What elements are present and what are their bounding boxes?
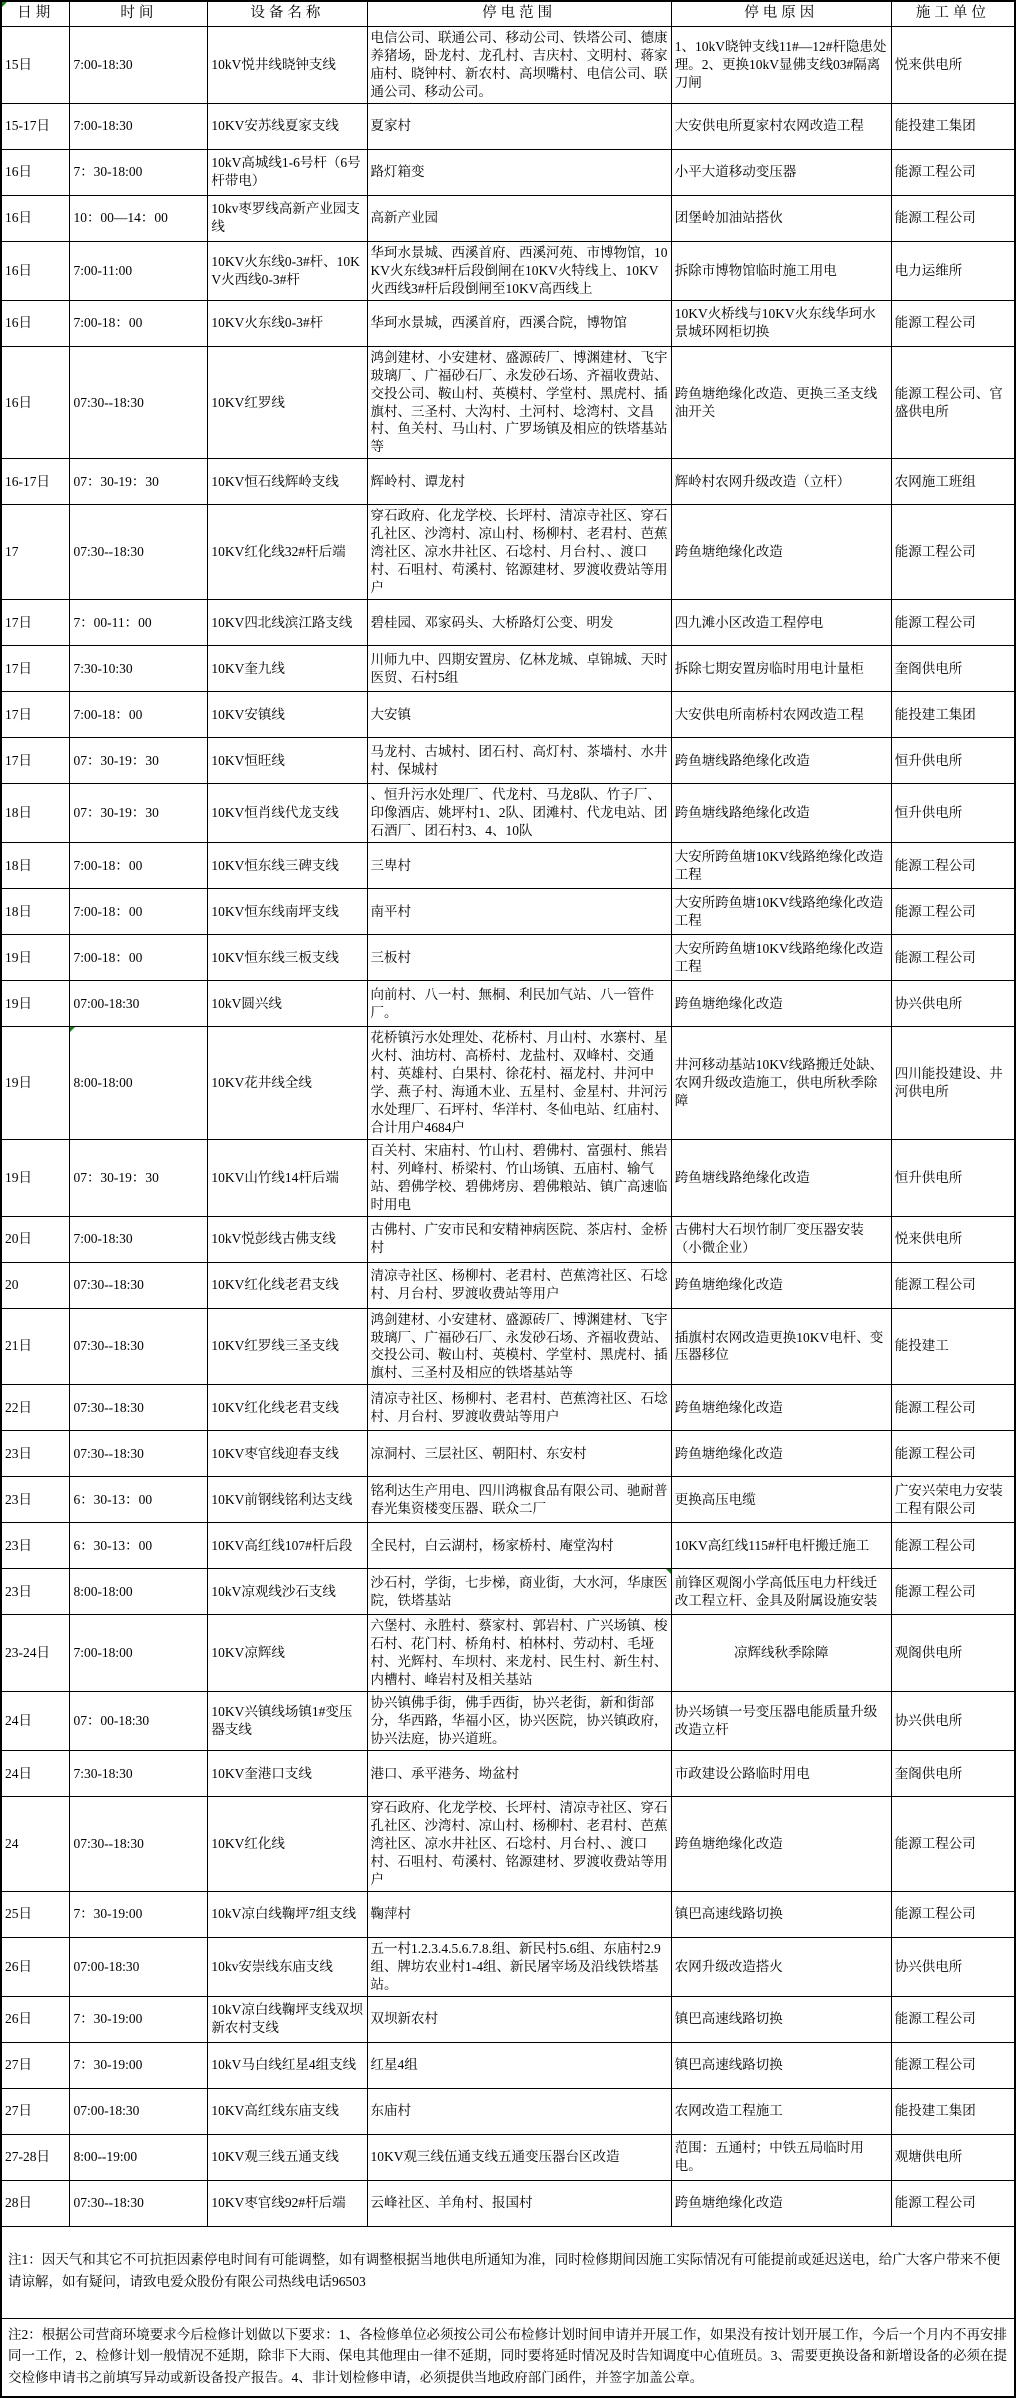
cell-device: 10KV奎九线: [208, 646, 367, 692]
cell-device: 10KV红罗线: [208, 346, 367, 459]
cell-date: 16日: [1, 241, 70, 300]
cell-range: 、恒升污水处理厂、代龙村、马龙8队、竹子厂、印像酒店、姚坪村1、2队、团滩村、代龙电站、团石酒厂、团石村3、4、10队: [367, 784, 671, 843]
table-row: [1, 2088, 1015, 2134]
table-row: [1, 843, 1015, 889]
cell-device: 10KV奎港口支线: [208, 1751, 367, 1797]
cell-range: 向前村、八一村、無桐、利民加气站、八一管件厂。: [367, 981, 671, 1027]
cell-range: 夏家村: [367, 103, 671, 149]
cell-unit: 悦来供电所: [891, 27, 1015, 104]
cell-unit: 广安兴荣电力安装工程有限公司: [891, 1477, 1015, 1523]
cell-reason: 前锋区观阁小学高低压电力杆线迁改工程立杆、金具及附属设施安装: [671, 1569, 891, 1615]
table-row: [1, 1431, 1015, 1477]
cell-time: 07：30-19：30: [70, 784, 208, 843]
cell-unit: 能源工程公司: [891, 1569, 1015, 1615]
table-row: [1, 103, 1015, 149]
table-row: [1, 600, 1015, 646]
table-row: [1, 1937, 1015, 1996]
cell-device: 10KV安镇线: [208, 692, 367, 738]
cell-time: 07:00-18:30: [70, 2088, 208, 2134]
column-header-device: 设备名称: [208, 1, 367, 27]
cell-date: 17日: [1, 600, 70, 646]
cell-device: 10KV四北线滨江路支线: [208, 600, 367, 646]
column-header-date: 日期: [1, 1, 70, 27]
cell-unit: 能源工程公司: [891, 505, 1015, 600]
cell-device: 10KV红化线老君支线: [208, 1262, 367, 1308]
comment-marker-icon: [70, 1027, 75, 1032]
cell-time: 07:30--18:30: [70, 1385, 208, 1431]
cell-reason: 跨鱼塘绝缘化改造: [671, 1385, 891, 1431]
cell-range: 穿石政府、化龙学校、长坪村、清凉寺社区、穿石孔社区、沙湾村、凉山村、杨柳村、老君村、芭蕉湾社区、凉水井社区、石埝村、月台村、、渡口村、石咀村、苟溪村、铭源建材、罗渡收费站等用户: [367, 505, 671, 600]
table-row: [1, 1523, 1015, 1569]
cell-device: 10KV高红线东庙支线: [208, 2088, 367, 2134]
table-row: [1, 1308, 1015, 1385]
table-row: [1, 646, 1015, 692]
cell-range: 古佛村、广安市民和安精神病医院、茶店村、金桥村: [367, 1216, 671, 1262]
cell-range: 高新产业园: [367, 195, 671, 241]
cell-reason: 跨鱼塘绝缘化改造: [671, 1262, 891, 1308]
cell-date: 27-28日: [1, 2134, 70, 2180]
table-row: [1, 1569, 1015, 1615]
cell-date: 15-17日: [1, 103, 70, 149]
cell-range: 鸿剑建材、小安建材、盛源砖厂、博渊建材、飞宇玻璃厂、广福砂石厂、永发砂石场、齐福收费站、交投公司、鞍山村、英模村、学堂村、黑虎村、插旗村、三圣村及相应的铁塔基站等: [367, 1308, 671, 1385]
cell-device: 10KV恒东线南坪支线: [208, 889, 367, 935]
cell-range: 南平村: [367, 889, 671, 935]
cell-reason: 跨鱼塘绝缘化改造: [671, 505, 891, 600]
comment-marker-icon: [666, 1569, 671, 1574]
cell-time: 7:00-18:30: [70, 103, 208, 149]
cell-reason: 更换高压电缆: [671, 1477, 891, 1523]
cell-unit: 能源工程公司: [891, 935, 1015, 981]
cell-device: 10KV高红线107#杆后段: [208, 1523, 367, 1569]
cell-date: 23日: [1, 1477, 70, 1523]
cell-date: 20: [1, 1262, 70, 1308]
cell-range: 五一村1.2.3.4.5.6.7.8.组、新民村5.6组、东庙村2.9组、牌坊农业村1-4组、新民屠宰场及沿线铁塔基站。: [367, 1937, 671, 1996]
column-header-time: 时间: [70, 1, 208, 27]
cell-date: 18日: [1, 889, 70, 935]
cell-unit: 奎阁供电所: [891, 646, 1015, 692]
cell-reason: 农网升级改造搭火: [671, 1937, 891, 1996]
cell-reason: 镇巴高速线路切换: [671, 2042, 891, 2088]
cell-range: 三板村: [367, 935, 671, 981]
cell-range: 三卑村: [367, 843, 671, 889]
cell-reason: 井河移动基站10KV线路搬迁处缺、农网升级改造施工，供电所秋季除障: [671, 1027, 891, 1140]
cell-time: 7：30-19:00: [70, 1891, 208, 1937]
cell-device: 10KV恒东线三板支线: [208, 935, 367, 981]
cell-unit: 奎阁供电所: [891, 1751, 1015, 1797]
cell-range: 全民村，白云湖村，杨家桥村、庵堂沟村: [367, 1523, 671, 1569]
cell-reason: 跨鱼塘线路绝缘化改造: [671, 784, 891, 843]
cell-range: 穿石政府、化龙学校、长坪村、清凉寺社区、穿石孔社区、沙湾村、凉山村、杨柳村、老君村、芭蕉湾社区、凉水井社区、石埝村、月台村、、渡口村、石咀村、苟溪村、铭源建材、罗渡收费站等用户: [367, 1797, 671, 1892]
cell-time: 8:00-18:00: [70, 1569, 208, 1615]
cell-range: 协兴镇佛手街，佛手西街，协兴老街，新和街部分，华西路，华福小区，协兴医院，协兴镇政府，协兴法庭，协兴道班。: [367, 1692, 671, 1751]
cell-time: 07:30--18:30: [70, 1797, 208, 1892]
cell-reason: 范围：五通村；中铁五局临时用电。: [671, 2134, 891, 2180]
cell-unit: 能源工程公司: [891, 1891, 1015, 1937]
cell-unit: 能源工程公司: [891, 889, 1015, 935]
cell-range: 大安镇: [367, 692, 671, 738]
cell-date: 21日: [1, 1308, 70, 1385]
cell-range: 铭利达生产用电、四川鸿椒食品有限公司、驰耐普春光集资楼变压器、联众二厂: [367, 1477, 671, 1523]
cell-unit: 能源工程公司: [891, 843, 1015, 889]
cell-date: 24: [1, 1797, 70, 1892]
cell-date: 23日: [1, 1569, 70, 1615]
cell-reason: 农网改造工程施工: [671, 2088, 891, 2134]
cell-reason: 大安所跨鱼塘10KV线路绝缘化改造工程: [671, 889, 891, 935]
cell-unit: 能源工程公司: [891, 1797, 1015, 1892]
cell-time: 7:00-18:30: [70, 27, 208, 104]
cell-unit: 能源工程公司: [891, 1262, 1015, 1308]
cell-unit: 能源工程公司: [891, 1996, 1015, 2042]
cell-unit: 能投建工集团: [891, 2088, 1015, 2134]
cell-time: 07:30--18:30: [70, 2180, 208, 2226]
cell-time: 07:30--18:30: [70, 1308, 208, 1385]
cell-date: 19日: [1, 1139, 70, 1216]
cell-range: 碧桂园、邓家码头、大桥路灯公变、明发: [367, 600, 671, 646]
cell-reason: 辉岭村农网升级改造（立杆）: [671, 459, 891, 505]
cell-reason: 跨鱼塘绝缘化改造: [671, 1431, 891, 1477]
table-row: [1, 981, 1015, 1027]
cell-device: 10kV马白线红星4组支线: [208, 2042, 367, 2088]
table-row: [1, 346, 1015, 459]
cell-time: 10：00—14：00: [70, 195, 208, 241]
cell-reason: 10KV高红线115#杆电杆搬迁施工: [671, 1523, 891, 1569]
cell-device: 10kv安崇线东庙支线: [208, 1937, 367, 1996]
cell-range: 马龙村、古城村、团石村、高灯村、茶墙村、水井村、保城村: [367, 738, 671, 784]
note-row: [1, 2318, 1015, 2397]
cell-date: 18日: [1, 784, 70, 843]
cell-range: 川师九中、四期安置房、亿林龙城、卓锦城、天时医贸、石村5组: [367, 646, 671, 692]
cell-time: 07:30--18:30: [70, 1262, 208, 1308]
cell-time: 7：30-19:00: [70, 2042, 208, 2088]
cell-unit: 恒升供电所: [891, 738, 1015, 784]
cell-date: 16日: [1, 195, 70, 241]
cell-date: 26日: [1, 1937, 70, 1996]
table-row: [1, 195, 1015, 241]
cell-time: 7:00-18:30: [70, 1216, 208, 1262]
cell-time: 7:00-18：00: [70, 300, 208, 346]
cell-unit: 能投建工集团: [891, 103, 1015, 149]
cell-date: 17: [1, 505, 70, 600]
cell-device: 10KV凉辉线: [208, 1615, 367, 1692]
cell-date: 25日: [1, 1891, 70, 1937]
table-row: [1, 459, 1015, 505]
cell-reason: 大安所跨鱼塘10KV线路绝缘化改造工程: [671, 935, 891, 981]
cell-device: 10KV恒东线三碑支线: [208, 843, 367, 889]
cell-time: 7:30-10:30: [70, 646, 208, 692]
cell-device: 10KV火东线0-3#杆: [208, 300, 367, 346]
cell-time: 07：00-18:30: [70, 1692, 208, 1751]
table-row: [1, 2134, 1015, 2180]
cell-date: 16日: [1, 346, 70, 459]
cell-unit: 观塘供电所: [891, 2134, 1015, 2180]
table-row: [1, 1891, 1015, 1937]
cell-range: 东庙村: [367, 2088, 671, 2134]
cell-range: 华珂水景城，西溪首府，西溪合院，博物馆: [367, 300, 671, 346]
table-row: [1, 1262, 1015, 1308]
cell-time: 7：00-11：00: [70, 600, 208, 646]
cell-unit: 能投建工: [891, 1308, 1015, 1385]
cell-date: 19日: [1, 1027, 70, 1140]
table-row: [1, 1027, 1015, 1140]
cell-reason: 1、10kV晓钟支线11#—12#杆隐患处理。2、更换10kV显佛支线03#隔离刀闸: [671, 27, 891, 104]
cell-unit: 能源工程公司: [891, 600, 1015, 646]
cell-unit: 农网施工班组: [891, 459, 1015, 505]
cell-device: 10KV红化线: [208, 1797, 367, 1892]
table-row: [1, 889, 1015, 935]
cell-device: 10kV圆兴线: [208, 981, 367, 1027]
cell-device: 10KV火东线0-3#杆、10KV火西线0-3#杆: [208, 241, 367, 300]
cell-time: 07:30--18:30: [70, 1431, 208, 1477]
cell-time: 07:00-18:30: [70, 1937, 208, 1996]
cell-reason: 拆除七期安置房临时用电计量柜: [671, 646, 891, 692]
table-row: [1, 300, 1015, 346]
cell-date: 22日: [1, 1385, 70, 1431]
cell-time: 07：30-19：30: [70, 1139, 208, 1216]
cell-device: 10KV观三线五通支线: [208, 2134, 367, 2180]
cell-time: 7:00-18：00: [70, 692, 208, 738]
cell-range: 凉洞村、三层社区、朝阳村、东安村: [367, 1431, 671, 1477]
cell-range: 华珂水景城、西溪首府、西溪河苑、市博物馆，10KV火东线3#杆后段倒闸在10KV火特线上、10KV火西线3#杆后段倒闸至10KV高西线上: [367, 241, 671, 300]
header-row: [1, 1, 1015, 27]
cell-device: 10kV悦彭线古佛支线: [208, 1216, 367, 1262]
cell-unit: 协兴供电所: [891, 1692, 1015, 1751]
cell-date: 23日: [1, 1523, 70, 1569]
cell-reason: 拆除市博物馆临时施工用电: [671, 241, 891, 300]
table-row: [1, 1692, 1015, 1751]
note-2: 注2：根据公司营商环境要求今后检修计划做以下要求：1、各检修单位必须按公司公布检修计划时间申请并开展工作，如果没有按计划开展工作，今后一个月内不再安排同一工作，2、检修计划一般情况不延期，除非下大雨、保电其他理由一律不延期，同时要将延时情况及时告知调度中心值班员。3、需要更换设备和新增设备的必须在提交检修申请书之前填写异动或新设备投产报告。4、非计划检修申请，必须提供当地政府部门函件，并签字加盖公章。: [1, 2318, 1015, 2397]
cell-device: 10kV高城线1-6号杆（6号杆带电）: [208, 149, 367, 195]
cell-unit: 观阁供电所: [891, 1615, 1015, 1692]
cell-time: 07：30-19：30: [70, 738, 208, 784]
cell-unit: 能源工程公司: [891, 149, 1015, 195]
cell-time: 7:00-11:00: [70, 241, 208, 300]
cell-date: 19日: [1, 981, 70, 1027]
cell-date: 23日: [1, 1431, 70, 1477]
cell-device: 10KV恒旺线: [208, 738, 367, 784]
cell-date: 24日: [1, 1751, 70, 1797]
cell-device: 10KV恒肖线代龙支线: [208, 784, 367, 843]
cell-range: 鸿剑建材、小安建材、盛源砖厂、博渊建材、飞宇玻璃厂、广福砂石厂、永发砂石场、齐福收费站、交投公司、鞍山村、英模村、学堂村、黑虎村、插旗村、三圣村、大沟村、土河村、埝湾村、文昌村、鱼关村、马山村、广罗场镇及相应的铁塔基站等: [367, 346, 671, 459]
cell-device: 10KV红化线老君支线: [208, 1385, 367, 1431]
cell-range: 花桥镇污水处理处、花桥村、月山村、水寨村、星火村、油坊村、高桥村、龙盐村、双峰村、交通村、英雄村、白果村、徐花村、福龙村、井河中学、燕子村、海通木业、五星村、金星村、井河污水处理厂、石坪村、华洋村、冬仙电站、红庙村、合计用户4684户: [367, 1027, 671, 1140]
cell-range: 10KV观三线伍通支线五通变压器台区改造: [367, 2134, 671, 2180]
table-row: [1, 2180, 1015, 2226]
cell-time: 07:00-18:30: [70, 981, 208, 1027]
cell-date: 18日: [1, 843, 70, 889]
cell-reason: 跨鱼塘绝缘化改造: [671, 981, 891, 1027]
cell-time: 6：30-13：00: [70, 1523, 208, 1569]
cell-date: 23-24日: [1, 1615, 70, 1692]
cell-reason: 跨鱼塘线路绝缘化改造: [671, 1139, 891, 1216]
cell-time: 7：30-18:00: [70, 149, 208, 195]
cell-reason: 协兴场镇一号变压器电能质量升级改造立杆: [671, 1692, 891, 1751]
cell-date: 16日: [1, 149, 70, 195]
table-row: [1, 1615, 1015, 1692]
table-row: [1, 149, 1015, 195]
table-row: [1, 505, 1015, 600]
cell-range: 鞠萍村: [367, 1891, 671, 1937]
cell-unit: 电力运维所: [891, 241, 1015, 300]
cell-range: 路灯箱变: [367, 149, 671, 195]
cell-device: 10KV恒石线辉岭支线: [208, 459, 367, 505]
cell-unit: 悦来供电所: [891, 1216, 1015, 1262]
cell-unit: 协兴供电所: [891, 1937, 1015, 1996]
cell-date: 27日: [1, 2088, 70, 2134]
cell-reason: 镇巴高速线路切换: [671, 1996, 891, 2042]
cell-device: 10KV红化线32#杆后端: [208, 505, 367, 600]
cell-date: 26日: [1, 1996, 70, 2042]
cell-range: 清凉寺社区、杨柳村、老君村、芭蕉湾社区、石埝村、月台村、罗渡收费站等用户: [367, 1262, 671, 1308]
cell-reason: 大安供电所南桥村农网改造工程: [671, 692, 891, 738]
table-row: [1, 784, 1015, 843]
table-row: [1, 1797, 1015, 1892]
cell-date: 27日: [1, 2042, 70, 2088]
column-header-unit: 施工单位: [891, 1, 1015, 27]
comment-marker-icon: [2, 2, 7, 7]
cell-reason: 市政建设公路临时用电: [671, 1751, 891, 1797]
cell-unit: 能源工程公司: [891, 195, 1015, 241]
cell-device: 10kV凉白线鞠坪支线双坝新农村支线: [208, 1996, 367, 2042]
cell-reason: 大安供电所夏家村农网改造工程: [671, 103, 891, 149]
cell-unit: 恒升供电所: [891, 784, 1015, 843]
cell-reason: 跨鱼塘绝缘化改造: [671, 1797, 891, 1892]
cell-device: 10KV枣官线迎春支线: [208, 1431, 367, 1477]
cell-range: 云峰社区、羊角村、报国村: [367, 2180, 671, 2226]
cell-device: 10KV山竹线14杆后端: [208, 1139, 367, 1216]
table-row: [1, 935, 1015, 981]
cell-unit: 能源工程公司: [891, 1523, 1015, 1569]
cell-date: 17日: [1, 692, 70, 738]
table-row: [1, 692, 1015, 738]
cell-device: 10KV枣官线92#杆后端: [208, 2180, 367, 2226]
cell-range: 红星4组: [367, 2042, 671, 2088]
cell-unit: 恒升供电所: [891, 1139, 1015, 1216]
note-row: [1, 2226, 1015, 2318]
cell-date: 20日: [1, 1216, 70, 1262]
cell-device: 10kV悦井线晓钟支线: [208, 27, 367, 104]
cell-unit: 能投建工集团: [891, 692, 1015, 738]
cell-time: 07：30-19：30: [70, 459, 208, 505]
cell-reason: 跨鱼塘线路绝缘化改造: [671, 738, 891, 784]
cell-date: 19日: [1, 935, 70, 981]
cell-reason: 10KV火桥线与10KV火东线华珂水景城环网柜切换: [671, 300, 891, 346]
table-row: [1, 1385, 1015, 1431]
table-row: [1, 1139, 1015, 1216]
cell-date: 16日: [1, 300, 70, 346]
table-row: [1, 241, 1015, 300]
cell-reason: 小平大道移动变压器: [671, 149, 891, 195]
cell-unit: 四川能投建设、井河供电所: [891, 1027, 1015, 1140]
cell-time: 6：30-13：00: [70, 1477, 208, 1523]
cell-reason: 大安所跨鱼塘10KV线路绝缘化改造工程: [671, 843, 891, 889]
cell-device: 10KV前钢线铭利达支线: [208, 1477, 367, 1523]
cell-time: 7:00-18：00: [70, 843, 208, 889]
cell-unit: 能源工程公司: [891, 1431, 1015, 1477]
cell-time: 8:00--19:00: [70, 2134, 208, 2180]
cell-device: 10kV凉观线沙石支线: [208, 1569, 367, 1615]
cell-device: 10kV凉白线鞠坪7组支线: [208, 1891, 367, 1937]
cell-date: 24日: [1, 1692, 70, 1751]
cell-range: 百关村、宋庙村、竹山村、碧佛村、富强村、熊岩村、列峰村、桥梁村、竹山场镇、五庙村、输气站、碧佛学校、碧佛烤房、碧佛粮站、镇广高速临时用电: [367, 1139, 671, 1216]
cell-date: 17日: [1, 646, 70, 692]
cell-device: 10KV红罗线三圣支线: [208, 1308, 367, 1385]
cell-range: 港口、承平港务、坳盆村: [367, 1751, 671, 1797]
column-header-range: 停电范围: [367, 1, 671, 27]
cell-date: 15日: [1, 27, 70, 104]
cell-reason: 插旗村农网改造更换10KV电杆、变压器移位: [671, 1308, 891, 1385]
table-row: [1, 27, 1015, 104]
table-row: [1, 738, 1015, 784]
table-row: [1, 1751, 1015, 1797]
cell-date: 17日: [1, 738, 70, 784]
cell-device: 10KV安苏线夏家支线: [208, 103, 367, 149]
cell-range: 电信公司、联通公司、移动公司、铁塔公司、德康养猪场，卧龙村、龙孔村、吉庆村、文明村、蒋家庙村、晓钟村、新农村、高坝嘴村、电信公司、联通公司、移动公司。: [367, 27, 671, 104]
cell-range: 六堡村、永胜村、蔡家村、郭岩村、广兴场镇、梭石村、花门村、桥角村、柏林村、劳动村、毛垭村、光辉村、车坝村、来龙村、民生村、新生村、内槽村、峰岩村及相关基站: [367, 1615, 671, 1692]
cell-reason: 跨鱼塘绝缘化改造、更换三圣支线油开关: [671, 346, 891, 459]
cell-time: 8:00-18:00: [70, 1027, 208, 1140]
cell-date: 28日: [1, 2180, 70, 2226]
cell-range: 沙石村，学街，七步梯，商业街，大水河，华康医院，铁塔基站: [367, 1569, 671, 1615]
cell-reason: 四九滩小区改造工程停电: [671, 600, 891, 646]
cell-date: 16-17日: [1, 459, 70, 505]
cell-time: 7:30-18:30: [70, 1751, 208, 1797]
table-row: [1, 1996, 1015, 2042]
column-header-reason: 停电原因: [671, 1, 891, 27]
cell-device: 10KV兴镇线场镇1#变压器支线: [208, 1692, 367, 1751]
cell-device: 10KV花井线全线: [208, 1027, 367, 1140]
table-row: [1, 1477, 1015, 1523]
cell-time: 7：30-19:00: [70, 1996, 208, 2042]
cell-unit: 能源工程公司: [891, 300, 1015, 346]
cell-unit: 能源工程公司: [891, 2042, 1015, 2088]
table-row: [1, 1216, 1015, 1262]
cell-range: 清凉寺社区、杨柳村、老君村、芭蕉湾社区、石埝村、月台村、罗渡收费站等用户: [367, 1385, 671, 1431]
cell-reason: 团堡岭加油站搭伙: [671, 195, 891, 241]
cell-unit: 协兴供电所: [891, 981, 1015, 1027]
cell-reason: 凉辉线秋季除障: [671, 1615, 891, 1692]
cell-time: 7:00-18：00: [70, 889, 208, 935]
cell-unit: 能源工程公司、官盛供电所: [891, 346, 1015, 459]
cell-range: 辉岭村、谭龙村: [367, 459, 671, 505]
cell-device: 10kv枣罗线高新产业园支线: [208, 195, 367, 241]
cell-reason: 古佛村大石坝竹制厂变压器安装（小微企业）: [671, 1216, 891, 1262]
cell-unit: 能源工程公司: [891, 1385, 1015, 1431]
cell-time: 7:00-18:00: [70, 1615, 208, 1692]
cell-time: 07:30--18:30: [70, 505, 208, 600]
table-body: [1, 27, 1015, 2227]
cell-reason: 镇巴高速线路切换: [671, 1891, 891, 1937]
cell-unit: 能源工程公司: [891, 2180, 1015, 2226]
table-row: [1, 2042, 1015, 2088]
cell-range: 双坝新农村: [367, 1996, 671, 2042]
cell-time: 07:30--18:30: [70, 346, 208, 459]
cell-reason: 跨鱼塘绝缘化改造: [671, 2180, 891, 2226]
note-1: 注1：因天气和其它不可抗拒因素停电时间有可能调整，如有调整根据当地供电所通知为准，同时检修期间因施工实际情况有可能提前或延迟送电，给广大客户带来不便请谅解，如有疑问，请致电爱众股份有限公司热线电话96503: [1, 2226, 1015, 2318]
cell-time: 7:00-18：00: [70, 935, 208, 981]
